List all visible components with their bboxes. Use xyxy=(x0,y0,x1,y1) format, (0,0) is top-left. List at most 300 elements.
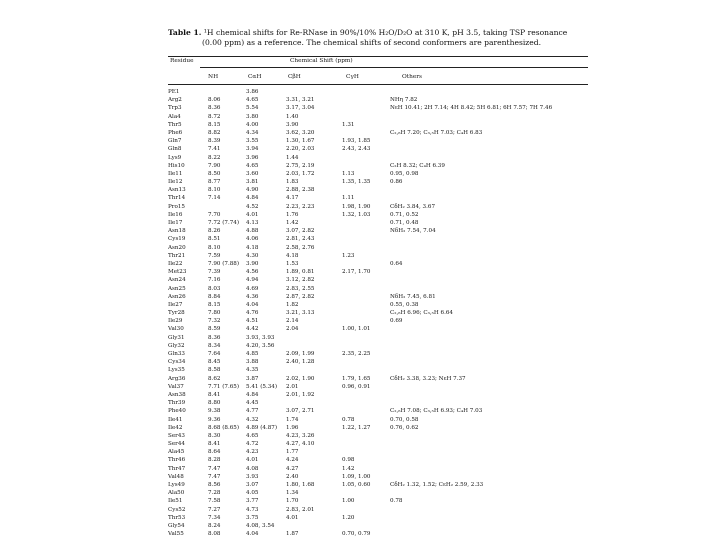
table-row xyxy=(168,227,588,235)
cell-cb: 4.18 xyxy=(286,252,299,259)
table-row xyxy=(168,252,588,260)
cell-ca: 4.08 xyxy=(246,465,259,472)
cell-cb: 2.40, 1.28 xyxy=(286,359,315,366)
cell-cb: 1.70 xyxy=(286,498,299,505)
cell-res: Asn38 xyxy=(168,391,186,398)
cell-ca: 4.36 xyxy=(246,293,259,300)
cell-nh: 8.22 xyxy=(208,154,221,161)
cell-nh: 7.39 xyxy=(208,269,221,276)
cell-ca: 3.93, 3.93 xyxy=(246,334,275,341)
cell-nh: 8.62 xyxy=(208,375,221,382)
cell-nh: 7.58 xyxy=(208,498,221,505)
cell-cg: 1.05, 0.60 xyxy=(342,482,371,488)
cell-cg: 1.00 xyxy=(342,498,355,505)
cell-res: Cys19 xyxy=(168,236,186,243)
cell-ca: 4.18 xyxy=(246,244,259,251)
cell-oth: CδH₂ 1.32, 1.52; CεH₂ 2.59, 2.33 xyxy=(390,482,484,488)
cell-res: Asn25 xyxy=(168,285,186,292)
cell-cb: 4.27 xyxy=(286,465,299,472)
cell-cg: 1.42 xyxy=(342,465,355,472)
cell-nh: 7.16 xyxy=(208,277,221,284)
table-row xyxy=(168,465,588,473)
cell-ca: 4.06 xyxy=(246,236,259,243)
cell-cb: 2.58, 2.76 xyxy=(286,244,315,251)
cell-nh: 7.14 xyxy=(208,195,221,202)
table-row xyxy=(168,194,588,202)
cell-ca: 4.76 xyxy=(246,310,259,317)
cell-nh: 9.38 xyxy=(208,408,221,415)
cell-cb: 3.21, 3.13 xyxy=(286,310,315,317)
cell-nh: 7.27 xyxy=(208,506,221,513)
cell-nh: 8.77 xyxy=(208,179,221,186)
cell-ca: 4.13 xyxy=(246,220,259,226)
cell-ca: 3.77 xyxy=(246,498,259,505)
table-row xyxy=(168,88,588,96)
cell-cg: 1.35, 1.35 xyxy=(342,179,371,186)
cell-ca: 4.32 xyxy=(246,416,259,423)
cell-res: PE1 xyxy=(168,89,180,95)
table-row xyxy=(168,113,588,121)
cell-cb: 1.89, 0.81 xyxy=(286,269,315,276)
cell-cb: 3.17, 3.04 xyxy=(286,105,315,112)
cell-ca: 3.55 xyxy=(246,138,259,145)
cell-res: Ile22 xyxy=(168,260,183,267)
table-row xyxy=(168,203,588,211)
cell-cg: 1.93, 1.85 xyxy=(342,138,371,145)
cell-nh: 8.72 xyxy=(208,113,221,120)
cell-cb: 1.44 xyxy=(286,154,299,161)
cell-res: Ile41 xyxy=(168,416,183,423)
cell-nh: 7.90 (7.88) xyxy=(208,260,240,267)
top-rule xyxy=(168,56,588,57)
cell-res: Lys35 xyxy=(168,367,185,374)
cell-nh: 7.32 xyxy=(208,318,221,325)
cell-cg: 2.35, 2.25 xyxy=(342,351,371,357)
cell-nh: 7.47 xyxy=(208,473,221,480)
cell-ca: 4.04 xyxy=(246,531,259,538)
cell-ca: 4.35 xyxy=(246,367,259,374)
table-row xyxy=(168,432,588,440)
table-row xyxy=(168,301,588,309)
table-row xyxy=(168,416,588,424)
cell-nh: 8.51 xyxy=(208,236,221,243)
cell-res: Asn20 xyxy=(168,244,186,251)
cell-cb: 2.01 xyxy=(286,383,299,390)
cell-ca: 4.56 xyxy=(246,269,259,276)
table-row xyxy=(168,219,588,227)
table-row xyxy=(168,285,588,293)
cell-res: Ile29 xyxy=(168,318,183,325)
cell-res: Ile17 xyxy=(168,220,183,226)
cell-ca: 3.88 xyxy=(246,359,259,366)
cell-nh: 8.50 xyxy=(208,170,221,177)
table-row xyxy=(168,244,588,252)
table-row xyxy=(168,481,588,489)
cell-cb: 1.96 xyxy=(286,424,299,431)
cell-res: Ser43 xyxy=(168,432,185,439)
cell-cb: 2.23, 2.23 xyxy=(286,203,315,210)
table-row xyxy=(168,506,588,514)
cell-ca: 3.94 xyxy=(246,146,259,153)
cell-res: Gly54 xyxy=(168,522,185,529)
table-row xyxy=(168,170,588,178)
cell-ca: 4.65 xyxy=(246,97,259,104)
cell-cg: 1.23 xyxy=(342,252,355,259)
table-row xyxy=(168,391,588,399)
cell-ca: 4.94 xyxy=(246,277,259,284)
cell-nh: 8.10 xyxy=(208,187,221,194)
table-row xyxy=(168,424,588,432)
cell-nh: 7.59 xyxy=(208,252,221,259)
table-row xyxy=(168,448,588,456)
table-row xyxy=(168,440,588,448)
table-row xyxy=(168,96,588,104)
table-row xyxy=(168,276,588,284)
cell-cg: 1.20 xyxy=(342,514,355,521)
table-row xyxy=(168,342,588,350)
cell-res: Asn26 xyxy=(168,293,186,300)
cell-cb: 1.80, 1.68 xyxy=(286,482,315,488)
cell-res: Asn18 xyxy=(168,228,186,235)
cell-nh: 8.36 xyxy=(208,105,221,112)
header-cb: CβH xyxy=(288,74,301,80)
cell-res: Gln33 xyxy=(168,351,185,357)
cell-nh: 7.34 xyxy=(208,514,221,521)
cell-nh: 9.36 xyxy=(208,416,221,423)
cell-res: Gln7 xyxy=(168,138,182,145)
cell-oth: C₂H 8.32; C₄H 6.39 xyxy=(390,162,445,169)
cell-nh: 8.26 xyxy=(208,228,221,235)
cell-ca: 5.54 xyxy=(246,105,259,112)
cell-cg: 0.78 xyxy=(342,416,355,423)
cell-nh: 8.59 xyxy=(208,326,221,333)
table-row xyxy=(168,497,588,505)
table-row xyxy=(168,137,588,145)
cell-res: Gly32 xyxy=(168,342,185,349)
cell-nh: 8.34 xyxy=(208,342,221,349)
header-nh: NH xyxy=(208,74,219,80)
cell-cg: 0.98 xyxy=(342,457,355,464)
cell-nh: 8.84 xyxy=(208,293,221,300)
cell-cb: 3.07, 2.71 xyxy=(286,408,315,415)
cell-cb: 3.62, 3.20 xyxy=(286,129,315,136)
cell-cb: 2.01, 1.92 xyxy=(286,391,315,398)
cell-res: Gly31 xyxy=(168,334,185,341)
header-rule xyxy=(168,84,588,85)
table-row xyxy=(168,383,588,391)
cell-res: Cys52 xyxy=(168,506,186,513)
chemical-shift-table xyxy=(168,88,588,538)
table-row xyxy=(168,178,588,186)
cell-nh: 7.71 (7.65) xyxy=(208,383,240,390)
table-row xyxy=(168,350,588,358)
cell-cg: 1.31 xyxy=(342,121,355,128)
cell-cb: 4.27, 4.10 xyxy=(286,441,315,448)
table-caption xyxy=(168,28,588,48)
cell-ca: 4.42 xyxy=(246,326,259,333)
cell-ca: 3.87 xyxy=(246,375,259,382)
cell-ca: 3.86 xyxy=(246,89,259,95)
cell-cb: 2.88, 2.38 xyxy=(286,187,315,194)
cell-res: Ala45 xyxy=(168,449,185,456)
cell-ca: 4.20, 3.56 xyxy=(246,342,275,349)
cell-nh: 8.10 xyxy=(208,244,221,251)
cell-nh: 7.90 xyxy=(208,162,221,169)
cell-ca: 4.85 xyxy=(246,351,259,357)
cell-res: Ile51 xyxy=(168,498,183,505)
table-row xyxy=(168,399,588,407)
cell-ca: 4.77 xyxy=(246,408,259,415)
cell-ca: 4.01 xyxy=(246,211,259,218)
cell-res: Asn24 xyxy=(168,277,186,284)
header-residue: Residue xyxy=(170,58,194,64)
cell-res: Lys49 xyxy=(168,482,185,488)
cell-ca: 3.96 xyxy=(246,154,259,161)
table-row xyxy=(168,522,588,530)
cell-ca: 4.65 xyxy=(246,162,259,169)
cell-ca: 4.90 xyxy=(246,187,259,194)
caption-line-2: (0.00 ppm) as a reference. The chemical shifts of second conformers are parenthesized. xyxy=(202,38,542,47)
cell-res: His10 xyxy=(168,162,185,169)
cell-cb: 3.31, 3.21 xyxy=(286,97,315,104)
cell-ca: 3.80 xyxy=(246,113,259,120)
cell-oth: 0.71, 0.52 xyxy=(390,211,419,218)
cell-cg: 1.98, 1.90 xyxy=(342,203,371,210)
cell-res: Ala50 xyxy=(168,490,185,497)
cell-ca: 4.45 xyxy=(246,400,259,407)
cell-oth: NδH₂ 7.54, 7.04 xyxy=(390,228,436,235)
cell-cb: 1.42 xyxy=(286,220,299,226)
cell-nh: 8.68 (8.65) xyxy=(208,424,240,431)
cell-nh: 8.82 xyxy=(208,129,221,136)
cell-nh: 8.41 xyxy=(208,391,221,398)
table-row xyxy=(168,366,588,374)
cell-res: Ser44 xyxy=(168,441,185,448)
cell-cb: 2.14 xyxy=(286,318,299,325)
cell-nh: 8.45 xyxy=(208,359,221,366)
cell-ca: 3.90 xyxy=(246,260,259,267)
cell-ca: 3.93 xyxy=(246,473,259,480)
cell-cg: 1.79, 1.65 xyxy=(342,375,371,382)
cell-oth: 0.55, 0.38 xyxy=(390,301,419,308)
cell-ca: 4.00 xyxy=(246,121,259,128)
table-row xyxy=(168,317,588,325)
cell-oth: NδH₂ 7.45, 6.81 xyxy=(390,293,436,300)
table-row xyxy=(168,154,588,162)
cell-res: Tyr28 xyxy=(168,310,185,317)
table-row xyxy=(168,325,588,333)
cell-ca: 4.34 xyxy=(246,129,259,136)
cell-cg: 2.43, 2.43 xyxy=(342,146,371,153)
cell-nh: 8.15 xyxy=(208,301,221,308)
cell-cb: 4.23, 3.26 xyxy=(286,432,315,439)
table-row xyxy=(168,309,588,317)
table-row xyxy=(168,235,588,243)
cell-res: Thr53 xyxy=(168,514,186,521)
cell-res: Phe6 xyxy=(168,129,183,136)
cell-cb: 1.74 xyxy=(286,416,299,423)
cell-ca: 5.41 (5.34) xyxy=(246,383,278,390)
table-row xyxy=(168,473,588,481)
cell-nh: 7.28 xyxy=(208,490,221,497)
cell-res: Ala4 xyxy=(168,113,181,120)
cell-cb: 2.83, 2.55 xyxy=(286,285,315,292)
cell-nh: 7.64 xyxy=(208,351,221,357)
cell-cb: 2.02, 1.90 xyxy=(286,375,315,382)
cell-cb: 2.40 xyxy=(286,473,299,480)
cell-nh: 8.28 xyxy=(208,457,221,464)
cell-res: Ile12 xyxy=(168,179,183,186)
cell-ca: 4.52 xyxy=(246,203,259,210)
cell-ca: 4.51 xyxy=(246,318,259,325)
cell-cb: 2.75, 2.19 xyxy=(286,162,315,169)
cell-nh: 8.06 xyxy=(208,97,221,104)
cell-res: Met23 xyxy=(168,269,187,276)
table-row xyxy=(168,530,588,538)
cell-res: Thr5 xyxy=(168,121,182,128)
cell-ca: 3.07 xyxy=(246,482,259,488)
cell-cb: 2.20, 2.03 xyxy=(286,146,315,153)
cell-nh: 8.30 xyxy=(208,432,221,439)
cell-nh: 8.58 xyxy=(208,367,221,374)
cell-ca: 4.73 xyxy=(246,506,259,513)
header-ca: CαH xyxy=(248,74,262,80)
table-row xyxy=(168,129,588,137)
cell-cb: 1.76 xyxy=(286,211,299,218)
cell-oth: 0.69 xyxy=(390,318,403,325)
cell-cb: 3.12, 2.82 xyxy=(286,277,315,284)
cell-oth: NεH 10.41; 2H 7.14; 4H 8.42; 5H 6.81; 6H 7.57; 7H 7.46 xyxy=(390,105,553,112)
cell-res: Arg2 xyxy=(168,97,182,104)
cell-res: Trp3 xyxy=(168,105,182,112)
cell-res: Val48 xyxy=(168,473,184,480)
cell-nh: 8.41 xyxy=(208,441,221,448)
cell-nh: 8.03 xyxy=(208,285,221,292)
header-chemical-shift: Chemical Shift (ppm) xyxy=(290,58,353,64)
table-row xyxy=(168,260,588,268)
cell-cb: 2.04 xyxy=(286,326,299,333)
cell-nh: 7.41 xyxy=(208,146,221,153)
cell-cb: 3.90 xyxy=(286,121,299,128)
cell-oth: 0.95, 0.98 xyxy=(390,170,419,177)
cell-cg: 0.96, 0.91 xyxy=(342,383,371,390)
cell-cb: 1.34 xyxy=(286,490,299,497)
cell-ca: 4.69 xyxy=(246,285,259,292)
cell-cb: 1.40 xyxy=(286,113,299,120)
cell-res: Ile42 xyxy=(168,424,183,431)
cell-oth: CδH₂ 3.84, 3.67 xyxy=(390,203,436,210)
table-row xyxy=(168,104,588,112)
cell-ca: 4.01 xyxy=(246,457,259,464)
cell-res: Phe40 xyxy=(168,408,186,415)
cell-ca: 4.30 xyxy=(246,252,259,259)
cell-nh: 8.24 xyxy=(208,522,221,529)
cell-cb: 4.24 xyxy=(286,457,299,464)
cell-cb: 1.82 xyxy=(286,301,299,308)
cell-res: Thr46 xyxy=(168,457,186,464)
cell-cb: 1.87 xyxy=(286,531,299,538)
cell-res: Ile11 xyxy=(168,170,183,177)
table-row xyxy=(168,293,588,301)
header-cg: CγH xyxy=(346,74,359,80)
table-row xyxy=(168,334,588,342)
cell-nh: 8.80 xyxy=(208,400,221,407)
cell-cg: 1.09, 1.00 xyxy=(342,473,371,480)
table-row xyxy=(168,489,588,497)
cell-nh: 8.64 xyxy=(208,449,221,456)
cell-oth: C₂,₆H 7.08; C₃,₅H 6.93; C₄H 7.03 xyxy=(390,408,483,415)
cell-res: Arg36 xyxy=(168,375,186,382)
table-row xyxy=(168,514,588,522)
cell-oth: 0.86 xyxy=(390,179,403,186)
cell-nh: 7.72 (7.74) xyxy=(208,220,240,226)
cell-res: Val55 xyxy=(168,531,184,538)
table-row xyxy=(168,186,588,194)
cell-cg: 1.13 xyxy=(342,170,355,177)
cell-oth: 0.64 xyxy=(390,260,403,267)
cell-res: Lys9 xyxy=(168,154,182,161)
cell-cg: 1.00, 1.01 xyxy=(342,326,371,333)
cell-cb: 4.17 xyxy=(286,195,299,202)
cell-res: Ile16 xyxy=(168,211,183,218)
cell-cb: 2.81, 2.43 xyxy=(286,236,315,243)
cell-oth: C₂,₆H 6.96; C₃,₅H 6.64 xyxy=(390,310,453,317)
cell-nh: 8.36 xyxy=(208,334,221,341)
cell-ca: 3.75 xyxy=(246,514,259,521)
cell-nh: 7.47 xyxy=(208,465,221,472)
cell-res: Thr39 xyxy=(168,400,186,407)
cell-ca: 4.88 xyxy=(246,228,259,235)
table-row xyxy=(168,358,588,366)
cell-cb: 3.07, 2.82 xyxy=(286,228,315,235)
cell-res: Cys34 xyxy=(168,359,186,366)
cell-ca: 4.04 xyxy=(246,301,259,308)
cell-ca: 3.60 xyxy=(246,170,259,177)
cell-cb: 2.03, 1.72 xyxy=(286,170,315,177)
cell-cb: 1.53 xyxy=(286,260,299,267)
cell-cg: 1.22, 1.27 xyxy=(342,424,371,431)
cell-cb: 2.09, 1.99 xyxy=(286,351,315,357)
cell-res: Val30 xyxy=(168,326,184,333)
cell-ca: 4.23 xyxy=(246,449,259,456)
cell-ca: 4.72 xyxy=(246,441,259,448)
cell-nh: 8.39 xyxy=(208,138,221,145)
table-row xyxy=(168,145,588,153)
cell-oth: NHη 7.82 xyxy=(390,97,418,104)
cell-cb: 1.77 xyxy=(286,449,299,456)
cell-nh: 8.15 xyxy=(208,121,221,128)
cell-res: Ile27 xyxy=(168,301,183,308)
sub-rule xyxy=(200,67,588,68)
table-row xyxy=(168,162,588,170)
cell-res: Gln8 xyxy=(168,146,182,153)
cell-nh: 7.70 xyxy=(208,211,221,218)
table-row xyxy=(168,407,588,415)
table-row xyxy=(168,456,588,464)
cell-cb: 2.87, 2.82 xyxy=(286,293,315,300)
cell-res: Val37 xyxy=(168,383,184,390)
caption-line-1: ¹H chemical shifts for Re-RNase in 90%/10% H₂O/D₂O at 310 K, pH 3.5, taking TSP resonance xyxy=(203,28,568,37)
cell-res: Pro15 xyxy=(168,203,185,210)
cell-oth: 0.71, 0.48 xyxy=(390,220,419,226)
table-row xyxy=(168,211,588,219)
cell-oth: 0.78 xyxy=(390,498,403,505)
cell-cb: 4.01 xyxy=(286,514,299,521)
cell-cb: 1.30, 1.67 xyxy=(286,138,315,145)
cell-cg: 1.32, 1.03 xyxy=(342,211,371,218)
cell-cg: 1.11 xyxy=(342,195,355,202)
cell-cb: 1.83 xyxy=(286,179,299,186)
